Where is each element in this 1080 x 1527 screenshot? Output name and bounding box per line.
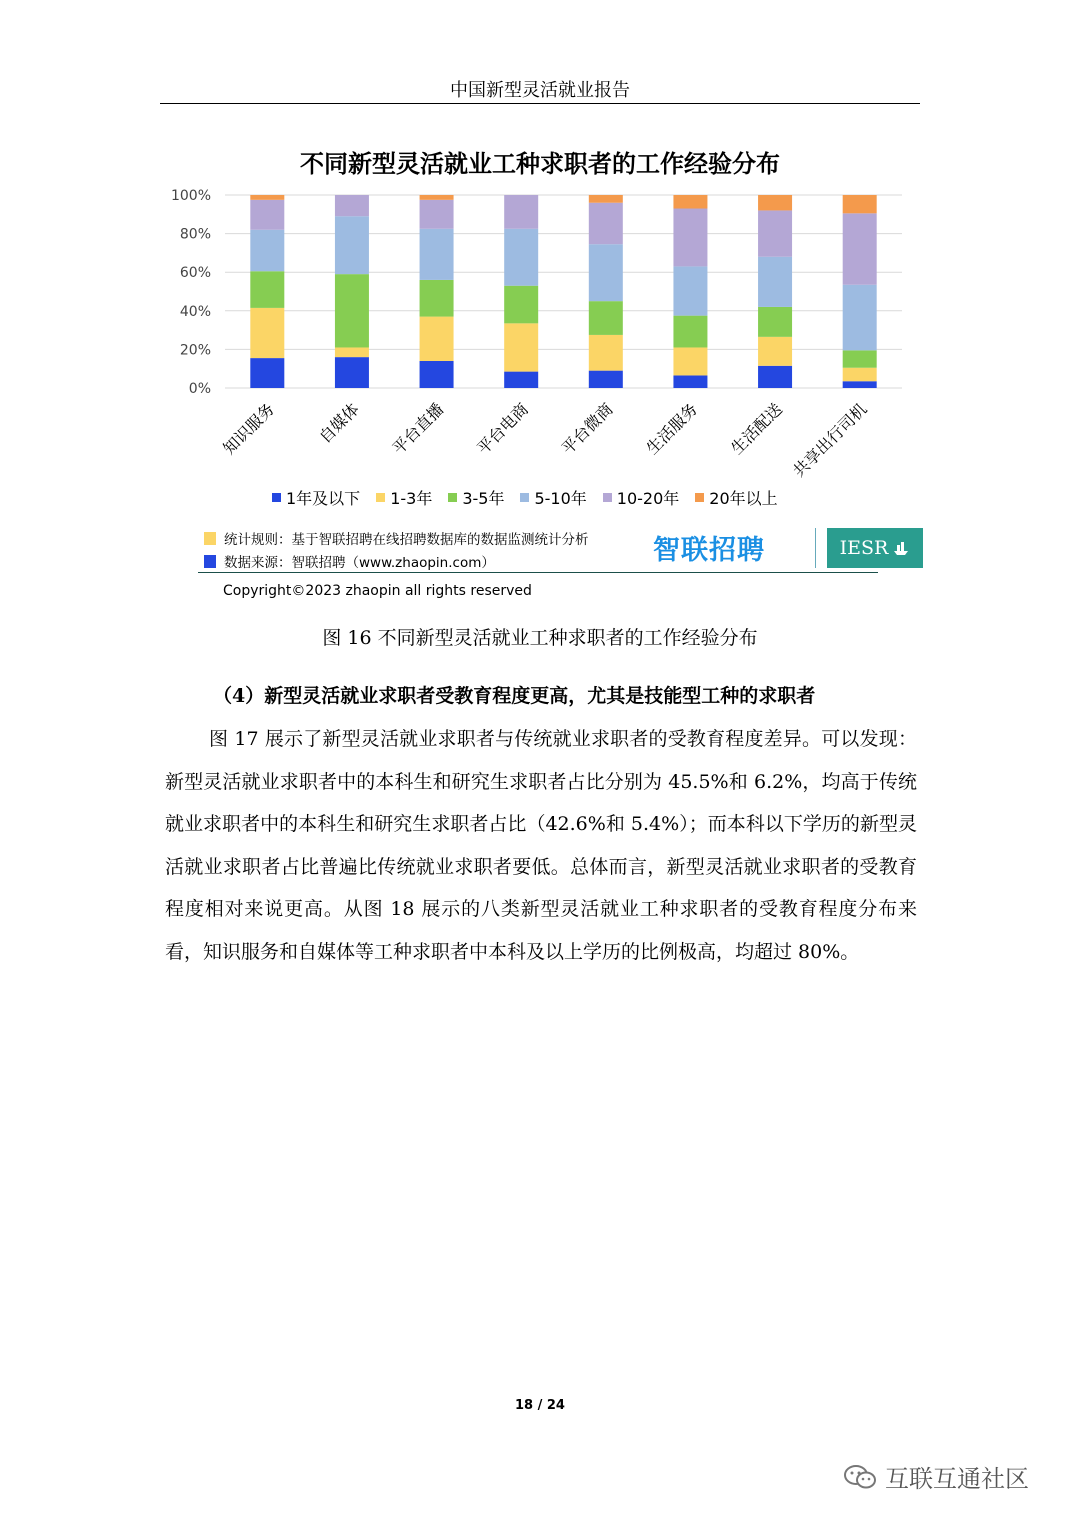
x-tick-label: 共享出行司机	[789, 399, 871, 481]
bar-segment-1年及以下	[843, 381, 877, 388]
bar-segment-10-20年	[335, 195, 369, 216]
bar-segment-5-10年	[843, 285, 877, 351]
bar-segment-10-20年	[758, 210, 792, 256]
x-tick-label: 平台电商	[473, 399, 533, 459]
y-tick-label: 80%	[179, 226, 211, 243]
bar-segment-1-3年	[250, 308, 284, 358]
legend-item	[603, 486, 680, 509]
legend-swatch	[272, 493, 281, 502]
legend-swatch	[603, 493, 612, 502]
zhaopin-logo: 智联招聘	[653, 535, 765, 566]
y-tick-label: 40%	[179, 303, 211, 320]
y-tick-label: 60%	[179, 265, 211, 282]
legend-label: 10-20年	[616, 489, 680, 508]
legend-swatch	[520, 493, 529, 502]
legend-swatch	[448, 493, 457, 502]
bar-segment-5-10年	[758, 257, 792, 307]
bar-segment-1年及以下	[335, 357, 369, 388]
iesr-logo	[827, 528, 923, 568]
bar-segment-10-20年	[843, 213, 877, 284]
bar-segment-1-3年	[420, 317, 454, 361]
bar-segment-10-20年	[589, 203, 623, 244]
x-tick-label: 生活服务	[642, 399, 702, 459]
bar-segment-20年以上	[758, 195, 792, 210]
bar-segment-20年以上	[843, 195, 877, 213]
ship-icon	[892, 540, 910, 556]
wechat-icon	[843, 1463, 877, 1491]
bar-segment-10-20年	[250, 200, 284, 230]
bar-segment-3-5年	[420, 280, 454, 317]
chart-figure	[150, 140, 930, 610]
legend-swatch	[376, 493, 385, 502]
x-tick-label: 知识服务	[219, 399, 279, 459]
note-rule-line	[204, 528, 589, 548]
body-paragraph: 图 17 展示了新型灵活就业求职者与传统就业求职者的受教育程度差异。可以发现：新型灵活就业求职者中的本科生和研究生求职者占比分别为 45.5%和 6.2%，均高于传统就业求职者中的本科生和研究生求职者占比（42.6%和 5.4%）；而本科以下学历的新型灵活就业求职者占比普遍比传统就业求职者要低。总体而言，新型灵活就业求职者的受教育程度相对来说更高。从图 18 展示的八类新型灵活就业工种求职者的受教育程度分布来看，知识服务和自媒体等工种求职者中本科及以上学历的比例极高，均超过 80%。	[165, 728, 917, 963]
legend-swatch	[695, 493, 704, 502]
x-tick-label: 平台微商	[557, 399, 617, 459]
bar-segment-3-5年	[589, 301, 623, 335]
bar-segment-1-3年	[758, 337, 792, 366]
legend-label: 3-5年	[462, 489, 505, 508]
page-number: 18 / 24	[515, 1398, 565, 1413]
note-source-text: 数据来源：智联招聘（www.zhaopin.com）	[224, 555, 495, 571]
x-tick-label: 自媒体	[315, 399, 363, 447]
bar-segment-1年及以下	[420, 361, 454, 388]
chart-title: 不同新型灵活就业工种求职者的工作经验分布	[300, 150, 780, 178]
bar-segment-10-20年	[504, 195, 538, 229]
watermark	[843, 1459, 1029, 1494]
section-subheading: （4）新型灵活就业求职者受教育程度更高，尤其是技能型工种的求职者	[213, 685, 816, 707]
y-tick-label: 100%	[170, 188, 211, 204]
bar-segment-3-5年	[673, 316, 707, 348]
stacked-bar-chart	[150, 140, 930, 485]
legend-label: 5-10年	[534, 489, 587, 508]
bar-segment-3-5年	[843, 350, 877, 367]
legend-item	[695, 486, 777, 509]
bar-segment-1-3年	[504, 323, 538, 371]
bar-segment-1年及以下	[504, 372, 538, 388]
bar-segment-1年及以下	[758, 366, 792, 388]
copyright-text: Copyright©2023 zhaopin all rights reserved	[223, 583, 532, 599]
bar-segment-3-5年	[250, 271, 284, 308]
notes-rule	[198, 572, 878, 573]
bar-segment-5-10年	[589, 244, 623, 301]
note-rule-swatch	[204, 532, 216, 545]
bar-segment-1-3年	[589, 335, 623, 371]
bar-segment-3-5年	[504, 286, 538, 324]
bar-segment-1-3年	[335, 347, 369, 357]
bar-segment-5-10年	[420, 229, 454, 280]
bar-segment-1年及以下	[673, 375, 707, 388]
bar-segment-20年以上	[589, 195, 623, 203]
legend-label: 1-3年	[390, 489, 433, 508]
bar-segment-20年以上	[673, 195, 707, 209]
chart-notes	[198, 524, 889, 574]
bar-segment-1年及以下	[589, 371, 623, 388]
legend-item	[448, 486, 504, 509]
legend-item	[272, 486, 360, 509]
legend-item	[520, 486, 586, 509]
note-rule-text: 统计规则：基于智联招聘在线招聘数据库的数据监测统计分析	[224, 532, 589, 548]
bar-segment-3-5年	[758, 307, 792, 337]
bar-segment-10-20年	[673, 209, 707, 267]
bar-segment-20年以上	[250, 195, 284, 200]
y-tick-label: 0%	[188, 381, 211, 397]
y-tick-label: 20%	[179, 342, 211, 359]
bar-segment-1年及以下	[250, 358, 284, 388]
bar-segment-20年以上	[420, 195, 454, 200]
x-tick-label: 平台直播	[388, 399, 448, 459]
legend-label: 20年以上	[709, 489, 778, 508]
bar-segment-5-10年	[250, 230, 284, 271]
bar-segment-5-10年	[673, 266, 707, 315]
legend-item	[376, 486, 432, 509]
chart-legend	[272, 486, 778, 509]
watermark-text: 互联互通社区	[885, 1465, 1029, 1493]
note-source-swatch	[204, 555, 216, 568]
bar-segment-10-20年	[420, 200, 454, 229]
bar-segment-3-5年	[335, 274, 369, 347]
legend-label: 1年及以下	[286, 489, 361, 508]
note-source-line	[204, 551, 495, 571]
bar-segment-1-3年	[843, 368, 877, 382]
bar-segment-1-3年	[673, 347, 707, 375]
x-tick-label: 生活配送	[727, 399, 786, 459]
running-header: 中国新型灵活就业报告	[450, 80, 630, 101]
bar-segment-5-10年	[335, 216, 369, 274]
header-rule	[160, 103, 920, 104]
logo-divider	[815, 528, 816, 568]
iesr-logo-text: IESR	[839, 537, 889, 559]
bar-segment-5-10年	[504, 229, 538, 286]
figure-caption: 图 16 不同新型灵活就业工种求职者的工作经验分布	[322, 627, 758, 649]
